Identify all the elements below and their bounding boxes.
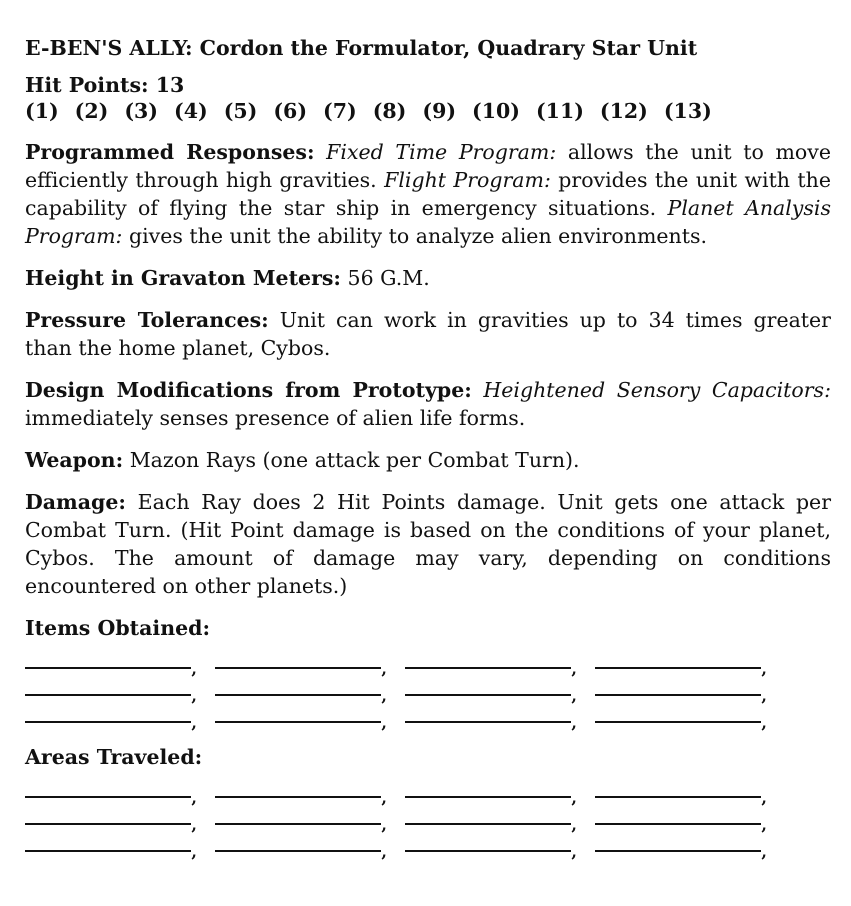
blank-rule	[595, 721, 761, 723]
blank-rule	[25, 667, 191, 669]
blank-separator: ,	[191, 788, 197, 807]
blank-rule	[405, 850, 571, 852]
items-blank[interactable]	[215, 704, 405, 732]
design-mod-name: Heightened Sensory Capacitors:	[483, 378, 831, 402]
areas-blank[interactable]	[215, 833, 405, 861]
blank-separator: ,	[381, 659, 387, 678]
blank-rule	[215, 796, 381, 798]
areas-blank[interactable]	[405, 779, 595, 807]
items-blank[interactable]	[25, 704, 215, 732]
blank-separator: ,	[381, 842, 387, 861]
hit-point-box-9[interactable]: (9)	[422, 99, 457, 123]
blank-rule	[25, 796, 191, 798]
blank-rule	[215, 823, 381, 825]
blank-rule	[215, 667, 381, 669]
pressure-paragraph	[25, 306, 831, 362]
blank-separator: ,	[761, 713, 767, 732]
areas-blank[interactable]	[25, 806, 215, 834]
blank-separator: ,	[381, 686, 387, 705]
areas-blank[interactable]	[405, 833, 595, 861]
blank-separator: ,	[761, 815, 767, 834]
blank-rule	[215, 721, 381, 723]
blank-separator: ,	[191, 842, 197, 861]
weapon-paragraph	[25, 446, 831, 474]
character-sheet	[25, 34, 831, 872]
areas-blank[interactable]	[25, 779, 215, 807]
damage-text: Each Ray does 2 Hit Points damage. Unit gets one attack per Combat Turn. (Hit Point damage is based on the conditions of your planet, Cybos. The amount of damage may vary, depending on conditions encountered on other planets.)	[25, 490, 831, 598]
items-blank[interactable]	[595, 704, 785, 732]
items-blank[interactable]	[405, 704, 595, 732]
hit-point-box-3[interactable]: (3)	[124, 99, 159, 123]
blank-separator: ,	[571, 788, 577, 807]
blank-separator: ,	[571, 842, 577, 861]
blank-rule	[595, 823, 761, 825]
design-label: Design Modifications from Prototype:	[25, 378, 472, 402]
hit-point-box-1[interactable]: (1)	[25, 99, 59, 123]
planet-analysis-program-name: Planet Analysis Program:	[25, 196, 831, 248]
fixed-time-program-name: Fixed Time Program:	[326, 140, 557, 164]
areas-blank[interactable]	[595, 833, 785, 861]
blank-separator: ,	[191, 815, 197, 834]
areas-traveled-heading: Areas Traveled:	[25, 745, 203, 769]
hit-point-box-10[interactable]: (10)	[472, 99, 520, 123]
items-obtained-blanks	[25, 650, 831, 732]
items-blank[interactable]	[595, 677, 785, 705]
height-paragraph	[25, 264, 831, 292]
weapon-text: Mazon Rays (one attack per Combat Turn).	[129, 448, 580, 472]
blank-rule	[215, 694, 381, 696]
blank-separator: ,	[571, 659, 577, 678]
blank-rule	[25, 823, 191, 825]
hit-point-box-11[interactable]: (11)	[535, 99, 584, 123]
height-value: 56 G.M.	[347, 266, 430, 290]
blank-rule	[215, 850, 381, 852]
items-blank[interactable]	[25, 650, 215, 678]
hit-point-box-6[interactable]: (6)	[273, 99, 308, 123]
hit-point-box-8[interactable]: (8)	[372, 99, 407, 123]
items-blank[interactable]	[215, 650, 405, 678]
height-label: Height in Gravaton Meters:	[25, 266, 341, 290]
blank-rule	[595, 796, 761, 798]
hit-points-value: 13	[155, 73, 185, 97]
blank-separator: ,	[381, 788, 387, 807]
flight-program-text: provides the unit with the capability of flying the star ship in emergency situations.	[25, 168, 831, 220]
blank-rule	[405, 823, 571, 825]
hit-points-label: Hit Points:	[25, 73, 149, 97]
areas-blank[interactable]	[25, 833, 215, 861]
hit-point-box-13[interactable]: (13)	[663, 99, 712, 123]
blank-rule	[405, 796, 571, 798]
blank-rule	[25, 721, 191, 723]
areas-blank[interactable]	[215, 779, 405, 807]
blank-separator: ,	[761, 659, 767, 678]
blank-separator: ,	[571, 815, 577, 834]
blank-rule	[595, 667, 761, 669]
blank-separator: ,	[191, 659, 197, 678]
blank-separator: ,	[761, 686, 767, 705]
blank-separator: ,	[571, 713, 577, 732]
hit-point-box-7[interactable]: (7)	[323, 99, 357, 123]
blank-rule	[405, 694, 571, 696]
hit-point-tracker	[25, 98, 831, 124]
blank-rule	[405, 721, 571, 723]
blank-separator: ,	[571, 686, 577, 705]
hit-point-box-2[interactable]: (2)	[74, 99, 109, 123]
items-blank[interactable]	[215, 677, 405, 705]
pressure-text: Unit can work in gravities up to 34 times greater than the home planet, Cybos.	[25, 308, 831, 360]
items-blank[interactable]	[405, 650, 595, 678]
flight-program-name: Flight Program:	[384, 168, 551, 192]
areas-traveled-blanks	[25, 779, 831, 861]
pressure-label: Pressure Tolerances:	[25, 308, 269, 332]
sheet-title: E-BEN'S ALLY: Cordon the Formulator, Quadrary Star Unit	[25, 36, 698, 60]
blank-rule	[25, 694, 191, 696]
damage-label: Damage:	[25, 490, 126, 514]
blank-separator: ,	[191, 686, 197, 705]
fixed-time-program-text: allows the unit to move efficiently through high gravities.	[25, 140, 831, 192]
blank-separator: ,	[761, 788, 767, 807]
design-mod-text: immediately senses presence of alien life forms.	[25, 406, 526, 430]
hit-point-box-4[interactable]: (4)	[174, 99, 208, 123]
areas-blank[interactable]	[595, 779, 785, 807]
items-blank[interactable]	[25, 677, 215, 705]
blank-rule	[595, 694, 761, 696]
design-paragraph	[25, 376, 831, 432]
planet-analysis-program-text: gives the unit the ability to analyze alien environments.	[128, 224, 708, 248]
areas-blank[interactable]	[215, 806, 405, 834]
areas-blank[interactable]	[595, 806, 785, 834]
items-blank[interactable]	[405, 677, 595, 705]
blank-rule	[405, 667, 571, 669]
damage-paragraph	[25, 488, 831, 600]
hit-point-box-12[interactable]: (12)	[599, 99, 648, 123]
items-obtained-heading: Items Obtained:	[25, 616, 211, 640]
blank-separator: ,	[381, 815, 387, 834]
blank-separator: ,	[761, 842, 767, 861]
items-blank[interactable]	[595, 650, 785, 678]
blank-rule	[25, 850, 191, 852]
blank-separator: ,	[381, 713, 387, 732]
programmed-responses-label: Programmed Responses:	[25, 140, 315, 164]
programmed-responses-paragraph	[25, 138, 831, 250]
hit-point-box-5[interactable]: (5)	[223, 99, 258, 123]
blank-rule	[595, 850, 761, 852]
areas-blank[interactable]	[405, 806, 595, 834]
weapon-label: Weapon:	[25, 448, 124, 472]
hit-points-line	[25, 72, 831, 98]
blank-separator: ,	[191, 713, 197, 732]
